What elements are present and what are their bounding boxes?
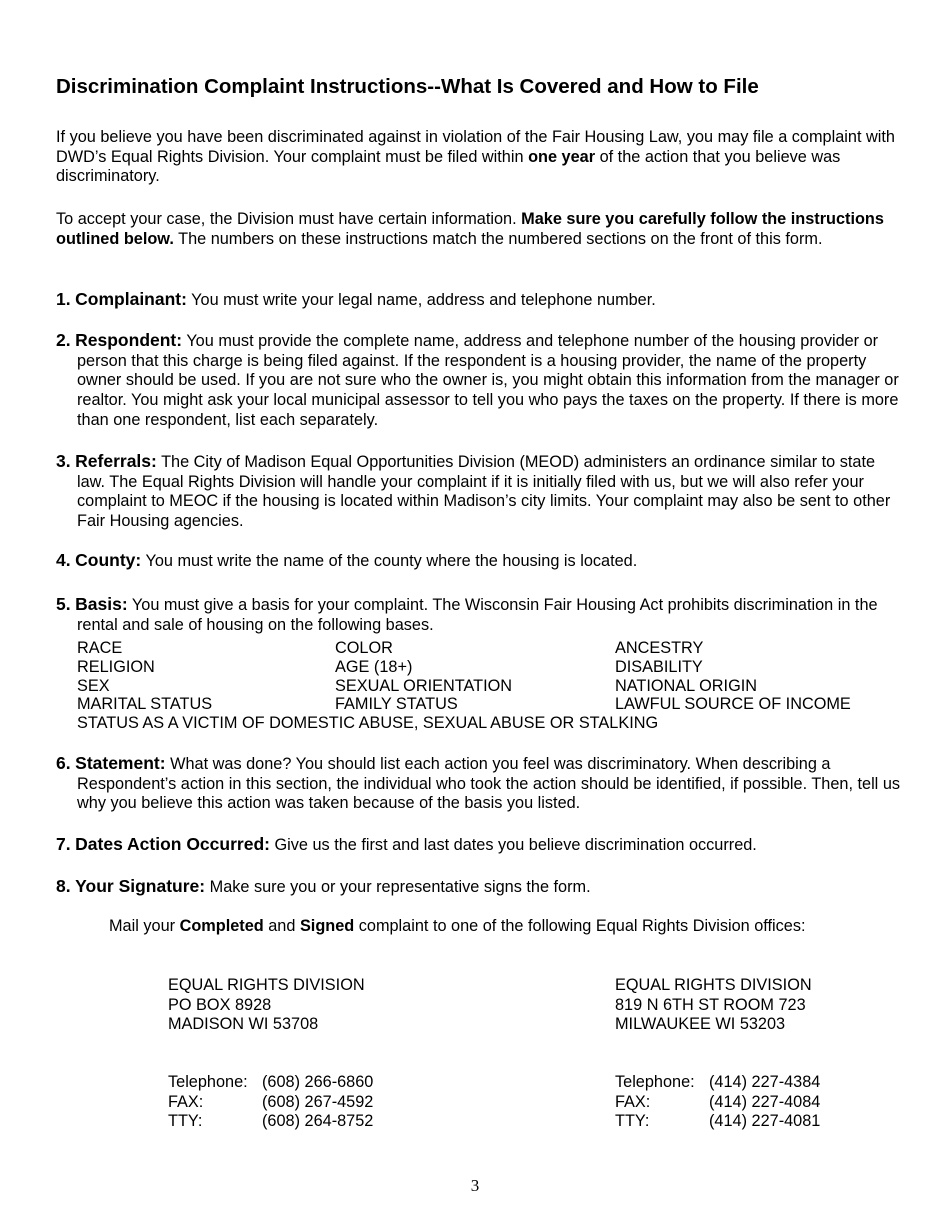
intro-paragraph-1: If you believe you have been discriminated against in violation of the Fair Housing Law, you may file a complaint with DWD’s Equal Rights Division. Your complaint must be filed within one year of the action that you believe was discriminatory. bbox=[56, 128, 895, 186]
contact-phone: Telephone: (414) 227-4384 bbox=[615, 1073, 821, 1091]
basis-item: RACE bbox=[77, 639, 123, 657]
contact-fax: FAX: (608) 267-4592 bbox=[168, 1092, 374, 1111]
basis-item: ANCESTRY bbox=[615, 639, 704, 657]
contact-tty: TTY: (414) 227-4081 bbox=[615, 1112, 821, 1131]
section-dates: 7. Dates Action Occurred: Give us the first and last dates you believe discrimination occurred. bbox=[56, 834, 757, 854]
section-respondent: 2. Respondent: You must provide the complete name, address and telephone number of the housing provider or person that this charge is being filed against. If the respondent is a housing provider, the name of the property owner should be used. If you are not sure who the owner is, you might obtain this information from the manager or realtor. You might ask your local municipal assessor to tell you who pays the taxes on the property. If there is more than one respondent, list each separately. bbox=[56, 330, 899, 429]
section-basis: 5. Basis: You must give a basis for your complaint. The Wisconsin Fair Housing Act prohibits discrimination in the rental and sale of housing on the following bases. bbox=[56, 594, 878, 634]
section-complainant: 1. Complainant: You must write your legal name, address and telephone number. bbox=[56, 289, 656, 309]
basis-item: RELIGION bbox=[77, 658, 155, 676]
basis-item: LAWFUL SOURCE OF INCOME bbox=[615, 695, 851, 713]
section-county: 4. County: You must write the name of the county where the housing is located. bbox=[56, 550, 638, 570]
basis-item: FAMILY STATUS bbox=[335, 695, 458, 713]
basis-item: AGE (18+) bbox=[335, 658, 413, 676]
office-address-madison: EQUAL RIGHTS DIVISION PO BOX 8928 MADISON WI 53708 bbox=[168, 976, 365, 1034]
contact-phone: Telephone: (608) 266-6860 bbox=[168, 1073, 374, 1091]
basis-item: NATIONAL ORIGIN bbox=[615, 677, 758, 695]
page-title: Discrimination Complaint Instructions--What Is Covered and How to File bbox=[56, 75, 759, 98]
contact-fax: FAX: (414) 227-4084 bbox=[615, 1092, 821, 1111]
section-statement: 6. Statement: What was done? You should list each action you feel was discriminatory. When describing a Respondent’s action in this section, the individual who took the action should be identified, if possible. Then, tell us why you believe this action was taken because of the basis you listed. bbox=[56, 753, 901, 813]
mail-instructions: Mail your Completed and Signed complaint to one of the following Equal Rights Division offices: bbox=[109, 917, 806, 935]
office-contacts-milwaukee bbox=[615, 1073, 875, 1132]
section-referrals: 3. Referrals: The City of Madison Equal Opportunities Division (MEOD) administers an ordinance similar to state law. The Equal Rights Division will handle your complaint if it is initially filed with us, but we will also refer your complaint to MEOC if the housing is located within Madison’s city limits. Your complaint may also be sent to other Fair Housing agencies. bbox=[56, 451, 891, 531]
basis-item: MARITAL STATUS bbox=[77, 695, 213, 713]
intro-paragraph-2: To accept your case, the Division must have certain information. Make sure you carefully follow the instructions outlined below. The numbers on these instructions match the numbered sections on the front of this form. bbox=[56, 210, 884, 248]
contact-tty: TTY: (608) 264-8752 bbox=[168, 1112, 374, 1131]
basis-item: SEXUAL ORIENTATION bbox=[335, 677, 513, 695]
basis-item: SEX bbox=[77, 677, 110, 695]
basis-item: COLOR bbox=[335, 639, 393, 657]
basis-item: DISABILITY bbox=[615, 658, 703, 676]
page-number: 3 bbox=[470, 1176, 480, 1195]
office-contacts-madison bbox=[168, 1073, 428, 1132]
basis-item-wide: STATUS AS A VICTIM OF DOMESTIC ABUSE, SEXUAL ABUSE OR STALKING bbox=[77, 714, 659, 732]
office-address-milwaukee: EQUAL RIGHTS DIVISION 819 N 6TH ST ROOM 723 MILWAUKEE WI 53203 bbox=[615, 976, 812, 1034]
section-signature: 8. Your Signature: Make sure you or your representative signs the form. bbox=[56, 876, 591, 896]
